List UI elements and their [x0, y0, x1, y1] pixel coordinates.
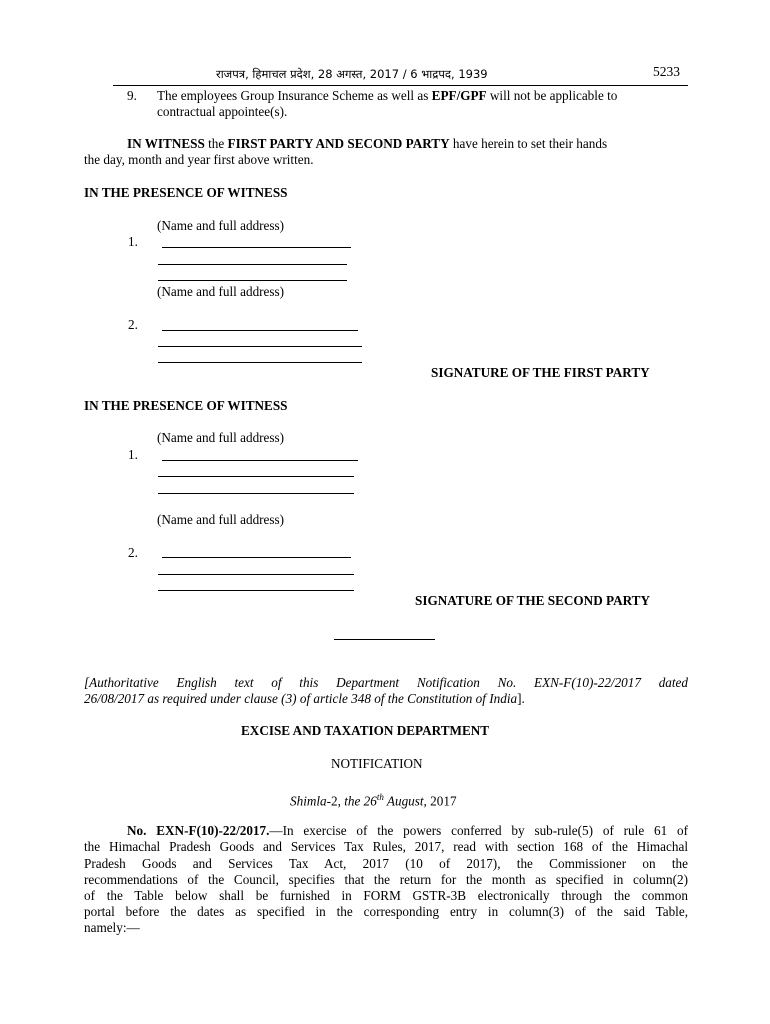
clause-text-line2: contractual appointee(s).	[157, 104, 288, 119]
parties-bold: FIRST PARTY AND SECOND PARTY	[227, 136, 450, 151]
notification-place-date	[290, 789, 457, 809]
witness3-address-line-2	[158, 493, 354, 494]
clause-text-b: will not be applicable to	[486, 88, 618, 103]
witness3-address-line-1	[158, 476, 354, 477]
witness-heading-1: IN THE PRESENCE OF WITNESS	[84, 185, 288, 200]
body-line-7: namely:—	[84, 920, 140, 935]
signature-first-party: SIGNATURE OF THE FIRST PARTY	[431, 365, 650, 380]
witness1-label-1: (Name and full address)	[157, 218, 285, 233]
witness4-name-line	[162, 557, 351, 558]
in-witness-rest: have herein to set their hands	[449, 136, 608, 151]
witness4-number-2: 2.	[128, 545, 138, 560]
header-rule	[113, 85, 688, 86]
in-witness-bold: IN WITNESS	[127, 136, 205, 151]
witness1-address-line-2	[158, 280, 347, 281]
witness3-label-1: (Name and full address)	[157, 430, 285, 445]
clause-text-bold: EPF/GPF	[431, 88, 487, 103]
body-line-1	[127, 823, 688, 839]
witness1-number-1: 1.	[128, 234, 138, 249]
place-name: Shimla	[290, 793, 327, 809]
authoritative-line2	[84, 691, 525, 707]
body-line-6: portal before the dates as specified in the corresponding entry in column(3) of the said Table,	[84, 904, 688, 919]
signature-second-party: SIGNATURE OF THE SECOND PARTY	[415, 593, 650, 608]
authoritative-line2-end: ].	[517, 691, 525, 706]
section-separator	[334, 639, 435, 640]
witness-paragraph-line1	[127, 136, 607, 152]
witness3-label-2: (Name and full address)	[157, 512, 285, 527]
witness1-name-line	[162, 247, 351, 248]
notification-title: NOTIFICATION	[331, 756, 423, 771]
authoritative-line2-text: 26/08/2017 as required under clause (3) of article 348 of the Constitution of India	[84, 691, 518, 706]
clause-text-line1	[157, 88, 617, 104]
witness1-number-2: 2.	[128, 317, 138, 332]
clause-text-a: The employees Group Insurance Scheme as well as	[157, 88, 432, 103]
body-line-3: Pradesh Goods and Services Tax Act, 2017 (10 of 2017), the Commissioner on the	[84, 856, 688, 871]
notification-number: No. EXN-F(10)-22/2017.	[127, 823, 270, 838]
date-year: 2017	[426, 793, 457, 809]
witness4-address-line-1	[158, 574, 354, 575]
witness1-address-line-1	[158, 264, 347, 265]
gazette-header: राजपत्र, हिमाचल प्रदेश, 28 अगस्त, 2017 / 6 भाद्रपद, 1939	[216, 67, 488, 81]
witness-heading-2: IN THE PRESENCE OF WITNESS	[84, 398, 288, 413]
body-line-5: of the Table below shall be furnished in FORM GSTR-3B electronically through the common	[84, 888, 688, 903]
date-text-a: the 26	[344, 793, 377, 809]
witness3-number-1: 1.	[128, 447, 138, 462]
body-line-1-text: —In exercise of the powers conferred by sub-rule(5) of rule 61 of	[269, 823, 688, 838]
clause-number: 9.	[127, 88, 137, 103]
body-line-4: recommendations of the Council, specifies that the return for the month as specified in column(2)	[84, 872, 688, 887]
page-number: 5233	[653, 64, 680, 79]
witness4-address-line-2	[158, 590, 354, 591]
witness-paragraph-line2: the day, month and year first above written.	[84, 152, 314, 167]
witness2-address-line-1	[158, 346, 362, 347]
authoritative-line1: [Authoritative English text of this Department Notification No. EXN-F(10)-22/2017 dated	[84, 675, 688, 690]
department-heading: EXCISE AND TAXATION DEPARTMENT	[241, 723, 490, 738]
witness3-name-line	[162, 460, 358, 461]
witness2-address-line-2	[158, 362, 362, 363]
date-superscript: th	[376, 792, 384, 802]
date-text-b: August,	[383, 793, 427, 809]
body-line-2: the Himachal Pradesh Goods and Services Tax Rules, 2017, read with section 168 of the Himachal	[84, 839, 688, 854]
witness1-label-2: (Name and full address)	[157, 284, 285, 299]
in-witness-mid: the	[204, 136, 228, 151]
witness2-name-line	[162, 330, 358, 331]
place-suffix: -2,	[326, 793, 345, 809]
